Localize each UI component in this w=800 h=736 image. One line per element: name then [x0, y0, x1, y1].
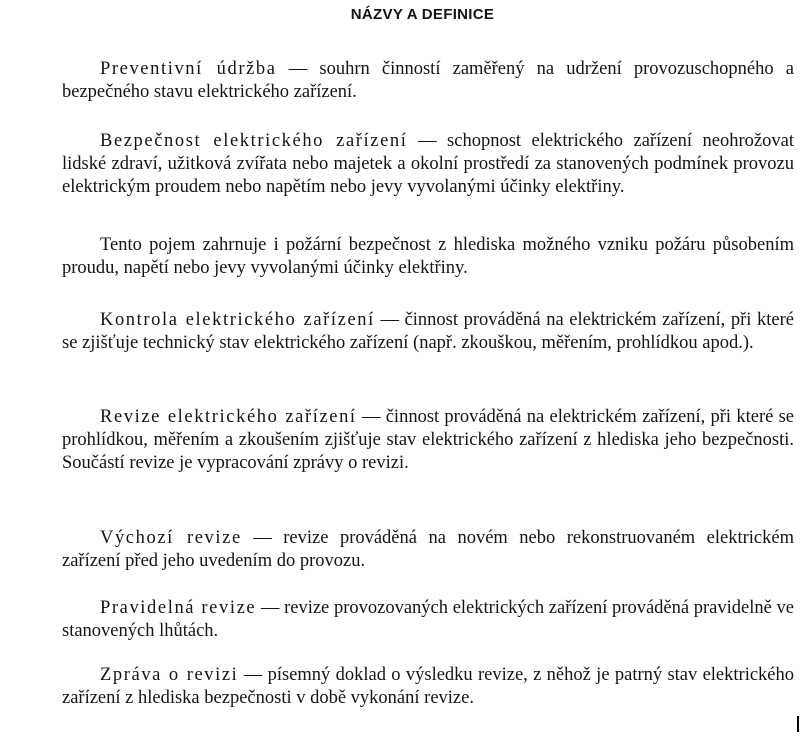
definition-preventive-maintenance: [62, 58, 794, 104]
definition-text: — schopnost elektrického zařízení neohrožovat lidské zdraví, užitková zvířata nebo majetek a okolní prostředí za stanovených podmínek provozu elektrickým proudem nebo napětím nebo jevy vyvolanými účinky elektřiny.: [62, 131, 794, 197]
definition-text: Tento pojem zahrnuje i požární bezpečnost z hlediska možného vzniku požáru působením proudu, napětí nebo jevy vyvolanými účinky elektřiny.: [62, 235, 794, 278]
definition-term: Zpráva o revizi: [100, 665, 239, 685]
definition-text: — revize prováděná na novém nebo rekonstruovaném elektrickém zařízení před jeho uvedením do provozu.: [62, 528, 794, 571]
scan-edge-mark: [797, 716, 799, 732]
definition-text: — souhrn činností zaměřený na udržení provozuschopného a bezpečného stavu elektrického zařízení.: [62, 59, 794, 102]
definition-note-fire-safety: [62, 234, 794, 280]
definition-term: Revize elektrického zařízení: [100, 407, 357, 427]
definition-term: Výchozí revize: [100, 528, 242, 548]
definition-term: Bezpečnost elektrického zařízení: [100, 131, 408, 151]
definition-text: — činnost prováděná na elektrickém zařízení, při které se zjišťuje technický stav elektrického zařízení (např. zkouškou, měřením, prohlídkou apod.).: [62, 310, 794, 353]
definition-initial-revision: [62, 527, 794, 573]
definition-periodic-revision: [62, 597, 794, 643]
definition-revision: [62, 406, 794, 475]
definition-electrical-safety: [62, 130, 794, 199]
definition-text: — revize provozovaných elektrických zařízení prováděná pravidelně ve stanovených lhůtách.: [62, 598, 794, 641]
definition-term: Preventivní údržba: [100, 59, 277, 79]
definition-inspection: [62, 309, 794, 355]
page-title: NÁZVY A DEFINICE: [350, 6, 495, 23]
definition-revision-report: [62, 664, 794, 710]
definition-text: — činnost prováděná na elektrickém zařízení, při které se prohlídkou, měřením a zkoušením zjišťuje stav elektrického zařízení z hlediska jeho bezpečnosti. Součástí revize je vypracování zprávy o revizi.: [62, 407, 794, 473]
definition-text: — písemný doklad o výsledku revize, z něhož je patrný stav elektrického zařízení z hlediska bezpečnosti v době vykonání revize.: [62, 665, 795, 708]
definition-term: Kontrola elektrického zařízení: [100, 310, 375, 330]
definition-term: Pravidelná revize: [100, 598, 257, 618]
